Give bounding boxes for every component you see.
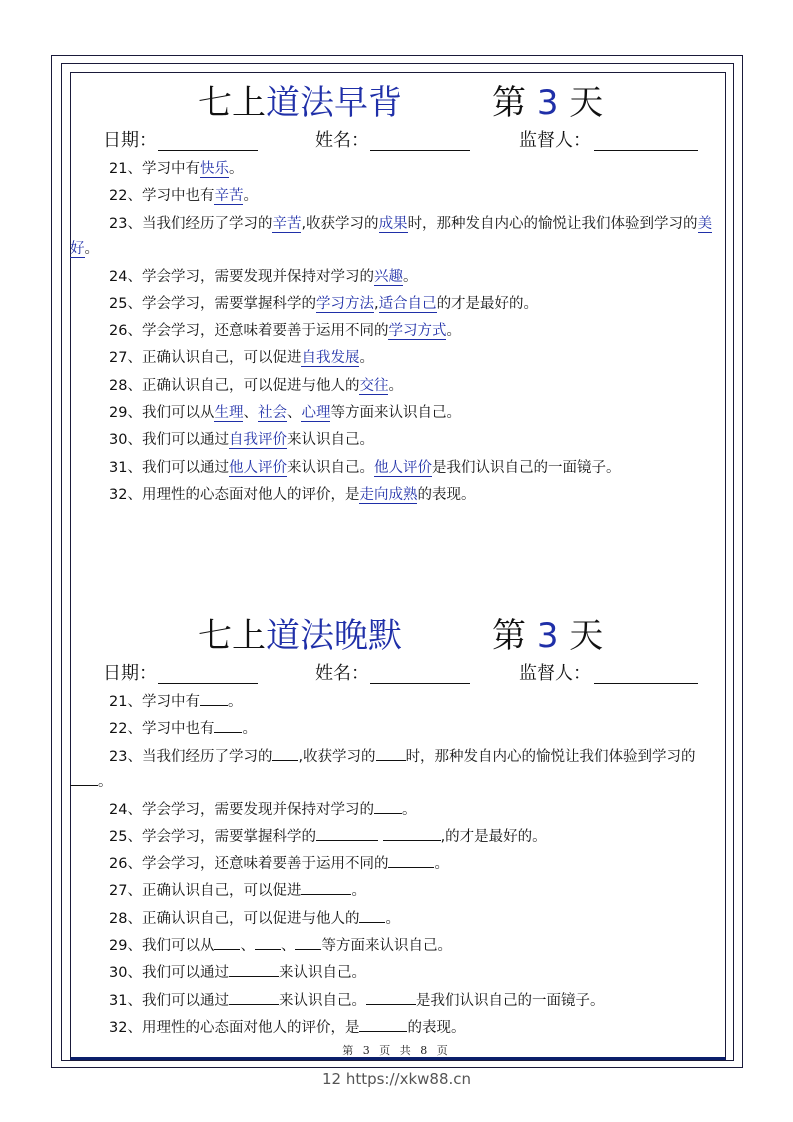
list-item bbox=[70, 878, 759, 904]
item-number: 21、 bbox=[109, 694, 142, 710]
item-text: 我们可以从 bbox=[141, 405, 215, 421]
list-item bbox=[70, 689, 759, 715]
item-text: 学会学习，需要掌握科学的 bbox=[141, 829, 316, 845]
item-number: 29、 bbox=[109, 405, 142, 421]
item-text: 等方面来认识自己。 bbox=[321, 938, 452, 954]
item-text: 我们可以通过 bbox=[141, 460, 229, 476]
name-field[interactable] bbox=[370, 150, 470, 151]
fill-in-blank[interactable] bbox=[359, 908, 385, 923]
item-text: 。 bbox=[434, 856, 449, 872]
item-text: 当我们经历了学习的 bbox=[141, 216, 273, 232]
item-text: 学会学习，需要掌握科学的 bbox=[141, 296, 316, 312]
item-text: 我们可以通过 bbox=[141, 993, 229, 1009]
fill-in-blank[interactable] bbox=[272, 746, 298, 761]
list-item bbox=[70, 851, 759, 877]
item-text: 。 bbox=[243, 188, 258, 204]
item-text: 是我们认识自己的一面镜子。 bbox=[415, 993, 605, 1009]
answer-keyword: 走向成熟 bbox=[359, 487, 418, 503]
item-number: 21、 bbox=[109, 161, 142, 177]
item-text: ,的才是最好的。 bbox=[440, 829, 547, 845]
item-text: 学会学习，还意味着要善于运用不同的 bbox=[141, 856, 389, 872]
item-text: 。 bbox=[388, 378, 403, 394]
item-number: 25、 bbox=[109, 296, 142, 312]
day-number: 3 bbox=[536, 616, 559, 656]
item-text: 来认识自己。 bbox=[278, 965, 366, 981]
item-text: , bbox=[373, 296, 379, 312]
item-text: ,收获学习的 bbox=[298, 749, 376, 765]
page-number: 第 3 页 共 8 页 bbox=[342, 1044, 451, 1057]
item-text: 的表现。 bbox=[417, 487, 476, 503]
item-text: 正确认识自己，可以促进 bbox=[141, 883, 302, 899]
answer-keyword: 生理 bbox=[214, 405, 244, 421]
date-label: 日期： bbox=[103, 663, 157, 684]
evening-info-row bbox=[70, 662, 726, 686]
item-number: 30、 bbox=[109, 965, 142, 981]
item-text: 的表现。 bbox=[407, 1020, 466, 1036]
item-text: 我们可以通过 bbox=[141, 432, 229, 448]
item-number: 31、 bbox=[109, 993, 142, 1009]
list-item bbox=[70, 988, 759, 1014]
item-text: 学习中也有 bbox=[141, 188, 215, 204]
list-item bbox=[70, 264, 759, 290]
item-text: 。 bbox=[227, 694, 243, 710]
item-text: 。 bbox=[351, 883, 366, 899]
date-field[interactable] bbox=[158, 150, 258, 151]
item-text: 用理性的心态面对他人的评价，是 bbox=[141, 487, 360, 503]
item-number: 22、 bbox=[109, 721, 142, 737]
fill-in-blank[interactable] bbox=[295, 935, 321, 950]
item-text: 的才是最好的。 bbox=[436, 296, 539, 312]
date-label: 日期： bbox=[103, 130, 157, 151]
list-item bbox=[70, 427, 759, 453]
list-item bbox=[70, 745, 720, 795]
fill-in-blank[interactable] bbox=[359, 1017, 407, 1032]
answer-keyword: 心理 bbox=[301, 405, 331, 421]
item-number: 24、 bbox=[109, 802, 142, 818]
name-label: 姓名： bbox=[315, 130, 369, 151]
answer-keyword: 社会 bbox=[257, 405, 287, 421]
answer-keyword: 自我评价 bbox=[228, 432, 287, 448]
answer-keyword: 辛苦 bbox=[214, 188, 244, 204]
item-number: 32、 bbox=[109, 1020, 142, 1036]
list-item bbox=[70, 824, 759, 850]
supervisor-field[interactable] bbox=[594, 683, 698, 684]
list-item bbox=[70, 797, 759, 823]
title-prefix: 七上 bbox=[198, 83, 266, 123]
day-prefix: 第 bbox=[492, 616, 526, 656]
title-colored: 道法晚默 bbox=[266, 616, 402, 656]
answer-keyword: 他人评价 bbox=[228, 460, 287, 476]
item-text: 学会学习，需要发现并保持对学习的 bbox=[141, 269, 374, 285]
title-prefix: 七上 bbox=[198, 616, 266, 656]
fill-in-blank[interactable] bbox=[301, 880, 351, 895]
morning-info-row bbox=[70, 129, 726, 153]
list-item bbox=[70, 933, 759, 959]
item-text: 。 bbox=[228, 161, 244, 177]
date-field[interactable] bbox=[158, 683, 258, 684]
item-number: 27、 bbox=[109, 883, 142, 899]
item-text: 学习中有 bbox=[141, 694, 200, 710]
fill-in-blank[interactable] bbox=[200, 691, 228, 706]
item-text: 来认识自己。 bbox=[278, 993, 366, 1009]
item-number: 23、 bbox=[109, 749, 142, 765]
list-item bbox=[70, 716, 759, 742]
fill-in-blank[interactable] bbox=[229, 962, 279, 977]
fill-in-blank[interactable] bbox=[316, 826, 378, 841]
answer-keyword: 美好 bbox=[70, 216, 713, 257]
evening-title-text bbox=[198, 611, 402, 661]
day-prefix: 第 bbox=[492, 83, 526, 123]
item-text: 等方面来认识自己。 bbox=[330, 405, 461, 421]
title-colored: 道法早背 bbox=[266, 83, 402, 123]
item-text: 用理性的心态面对他人的评价，是 bbox=[141, 1020, 360, 1036]
item-number: 32、 bbox=[109, 487, 142, 503]
fill-in-blank[interactable] bbox=[388, 853, 434, 868]
list-item bbox=[70, 291, 759, 317]
item-text: 。 bbox=[98, 774, 113, 790]
fill-in-blank[interactable] bbox=[366, 990, 416, 1005]
item-text: 学习中有 bbox=[141, 161, 200, 177]
answer-keyword: 学习方法 bbox=[315, 296, 374, 312]
item-text: 、 bbox=[243, 405, 258, 421]
list-item bbox=[70, 400, 759, 426]
fill-in-blank[interactable] bbox=[214, 718, 242, 733]
fill-in-blank[interactable] bbox=[255, 935, 281, 950]
item-number: 31、 bbox=[109, 460, 142, 476]
list-item bbox=[70, 1015, 759, 1041]
supervisor-label: 监督人： bbox=[519, 663, 591, 684]
list-item bbox=[70, 345, 759, 371]
item-number: 26、 bbox=[109, 323, 142, 339]
fill-in-blank[interactable] bbox=[374, 799, 402, 814]
fill-in-blank[interactable] bbox=[376, 746, 406, 761]
item-text: 时，那种发自内心的愉悦让我们体验到学习的 bbox=[405, 749, 696, 765]
watermark-url: 12 https://xkw88.cn bbox=[321, 1070, 472, 1088]
answer-keyword: 交往 bbox=[359, 378, 389, 394]
evening-title bbox=[70, 611, 726, 661]
item-text: 来认识自己。 bbox=[286, 432, 374, 448]
list-item bbox=[70, 906, 759, 932]
item-number: 28、 bbox=[109, 378, 142, 394]
item-text: 我们可以从 bbox=[141, 938, 215, 954]
list-item bbox=[70, 373, 759, 399]
list-item bbox=[70, 318, 759, 344]
name-label: 姓名： bbox=[315, 663, 369, 684]
item-number: 30、 bbox=[109, 432, 142, 448]
item-number: 29、 bbox=[109, 938, 142, 954]
item-text: 、 bbox=[286, 405, 302, 421]
list-item bbox=[70, 156, 759, 182]
day-number: 3 bbox=[536, 83, 559, 123]
answer-keyword: 成果 bbox=[378, 216, 408, 232]
item-text: 。 bbox=[359, 350, 374, 366]
answer-keyword: 他人评价 bbox=[373, 460, 432, 476]
fill-in-blank[interactable] bbox=[70, 771, 98, 786]
item-number: 24、 bbox=[109, 269, 142, 285]
item-text: 。 bbox=[242, 721, 257, 737]
item-text: 、 bbox=[240, 938, 255, 954]
morning-day-label bbox=[492, 78, 603, 128]
day-suffix: 天 bbox=[569, 83, 604, 123]
day-suffix: 天 bbox=[569, 616, 604, 656]
list-item bbox=[70, 183, 759, 209]
item-text: 、 bbox=[280, 938, 296, 954]
item-text: 当我们经历了学习的 bbox=[141, 749, 273, 765]
fill-in-blank[interactable] bbox=[214, 935, 240, 950]
item-text: ,收获学习的 bbox=[301, 216, 379, 232]
answer-keyword: 辛苦 bbox=[272, 216, 302, 232]
supervisor-field[interactable] bbox=[594, 150, 698, 151]
item-number: 26、 bbox=[109, 856, 142, 872]
answer-keyword: 适合自己 bbox=[378, 296, 437, 312]
answer-keyword: 兴趣 bbox=[373, 269, 403, 285]
list-item bbox=[70, 482, 759, 508]
item-text: 学会学习，需要发现并保持对学习的 bbox=[141, 802, 374, 818]
item-text: 我们可以通过 bbox=[141, 965, 229, 981]
morning-title bbox=[70, 78, 726, 128]
item-text: 。 bbox=[401, 802, 417, 818]
list-item bbox=[70, 212, 720, 262]
item-text: 是我们认识自己的一面镜子。 bbox=[431, 460, 621, 476]
item-number: 27、 bbox=[109, 350, 142, 366]
item-text: 来认识自己。 bbox=[286, 460, 374, 476]
fill-in-blank[interactable] bbox=[229, 990, 279, 1005]
item-text: 时，那种发自内心的愉悦让我们体验到学习的 bbox=[407, 216, 698, 232]
item-number: 25、 bbox=[109, 829, 142, 845]
supervisor-label: 监督人： bbox=[519, 130, 591, 151]
item-text: 正确认识自己，可以促进 bbox=[141, 350, 302, 366]
name-field[interactable] bbox=[370, 683, 470, 684]
item-text: 正确认识自己，可以促进与他人的 bbox=[141, 378, 360, 394]
fill-in-blank[interactable] bbox=[383, 826, 441, 841]
answer-keyword: 学习方式 bbox=[388, 323, 447, 339]
item-number: 23、 bbox=[109, 216, 142, 232]
item-text: 学会学习，还意味着要善于运用不同的 bbox=[141, 323, 389, 339]
list-item bbox=[70, 455, 759, 481]
item-text: 。 bbox=[402, 269, 418, 285]
item-number: 28、 bbox=[109, 911, 142, 927]
answer-keyword: 快乐 bbox=[199, 161, 229, 177]
item-number: 22、 bbox=[109, 188, 142, 204]
morning-title-text bbox=[198, 78, 402, 128]
list-item bbox=[70, 960, 759, 986]
item-text: 学习中也有 bbox=[141, 721, 215, 737]
item-text: 。 bbox=[446, 323, 461, 339]
item-text: 正确认识自己，可以促进与他人的 bbox=[141, 911, 360, 927]
answer-keyword: 自我发展 bbox=[301, 350, 360, 366]
item-text: 。 bbox=[385, 911, 400, 927]
item-text: 。 bbox=[84, 241, 99, 257]
evening-day-label bbox=[492, 611, 603, 661]
